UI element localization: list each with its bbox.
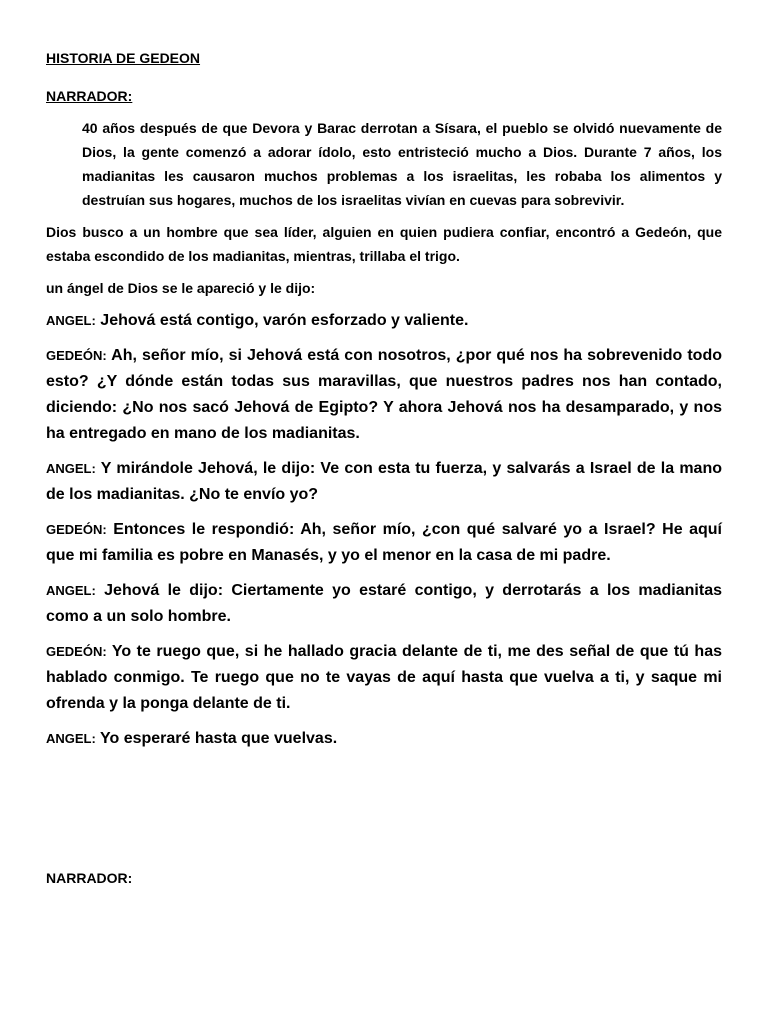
paragraph-3: un ángel de Dios se le apareció y le dijo: [46, 280, 316, 296]
dialogue-text: Yo te ruego que, si he hallado gracia delante de ti, me des señal de que tú has hablado conmigo. Te ruego que no te vayas de aquí hasta que vuelva a ti, y saque mi ofrenda y la ponga delante de ti. [46, 643, 723, 712]
dialogue-line [46, 308, 722, 334]
paragraph-2: Dios busco a un hombre que sea líder, alguien en quien pudiera confiar, encontró a Gedeón, que estaba escondido de los madianitas, mientras, trillaba el trigo. [46, 224, 722, 264]
speaker-label: ANGEL: [46, 583, 96, 598]
dialogue-line [46, 578, 722, 630]
speaker-label: GEDEÓN: [46, 348, 107, 363]
intro-paragraph: 40 años después de que Devora y Barac derrotan a Sísara, el pueblo se olvidó nuevamente de Dios, la gente comenzó a adorar ídolo, esto entristeció mucho a Dios. Durante 7 años, los madianitas les causaron muchos problemas a los israelitas, les robaba los alimentos y destruían sus hogares, muchos de los israelitas vivían en cuevas para sobrevivir. [82, 120, 722, 208]
dialogue-text: Ah, señor mío, si Jehová está con nosotros, ¿por qué nos ha sobrevenido todo esto? ¿Y dónde están todas sus maravillas, que nuestros padres nos han contado, diciendo: ¿No nos sacó Jehová de Egipto? Y ahora Jehová nos ha desamparado, y nos ha entregado en mano de los madianitas. [46, 347, 722, 442]
dialogue-text: Y mirándole Jehová, le dijo: Ve con esta tu fuerza, y salvarás a Israel de la mano de los madianitas. ¿No te envío yo? [46, 460, 723, 503]
dialogue-text: Jehová está contigo, varón esforzado y valiente. [100, 312, 469, 329]
dialogue-line [46, 517, 722, 569]
speaker-label: GEDEÓN: [46, 522, 107, 537]
dialogue-line [46, 343, 722, 447]
document-title: HISTORIA DE GEDEON [46, 50, 201, 66]
dialogue-text: Entonces le respondió: Ah, señor mío, ¿con qué salvaré yo a Israel? He aquí que mi familia es pobre en Manasés, y yo el menor en la casa de mi padre. [46, 521, 722, 564]
narrator-footer: NARRADOR: [46, 870, 133, 886]
speaker-label: ANGEL: [46, 731, 96, 746]
speaker-label: ANGEL: [46, 461, 96, 476]
document-page [46, 48, 722, 761]
dialogue-line [46, 639, 722, 717]
dialogue-text: Yo esperaré hasta que vuelvas. [100, 730, 338, 747]
dialogue-line [46, 456, 722, 508]
speaker-label: GEDEÓN: [46, 644, 107, 659]
dialogue-text: Jehová le dijo: Ciertamente yo estaré contigo, y derrotarás a los madianitas como a un solo hombre. [46, 582, 722, 625]
narrator-heading: NARRADOR: [46, 88, 133, 104]
dialogue-line [46, 726, 722, 752]
speaker-label: ANGEL: [46, 313, 96, 328]
